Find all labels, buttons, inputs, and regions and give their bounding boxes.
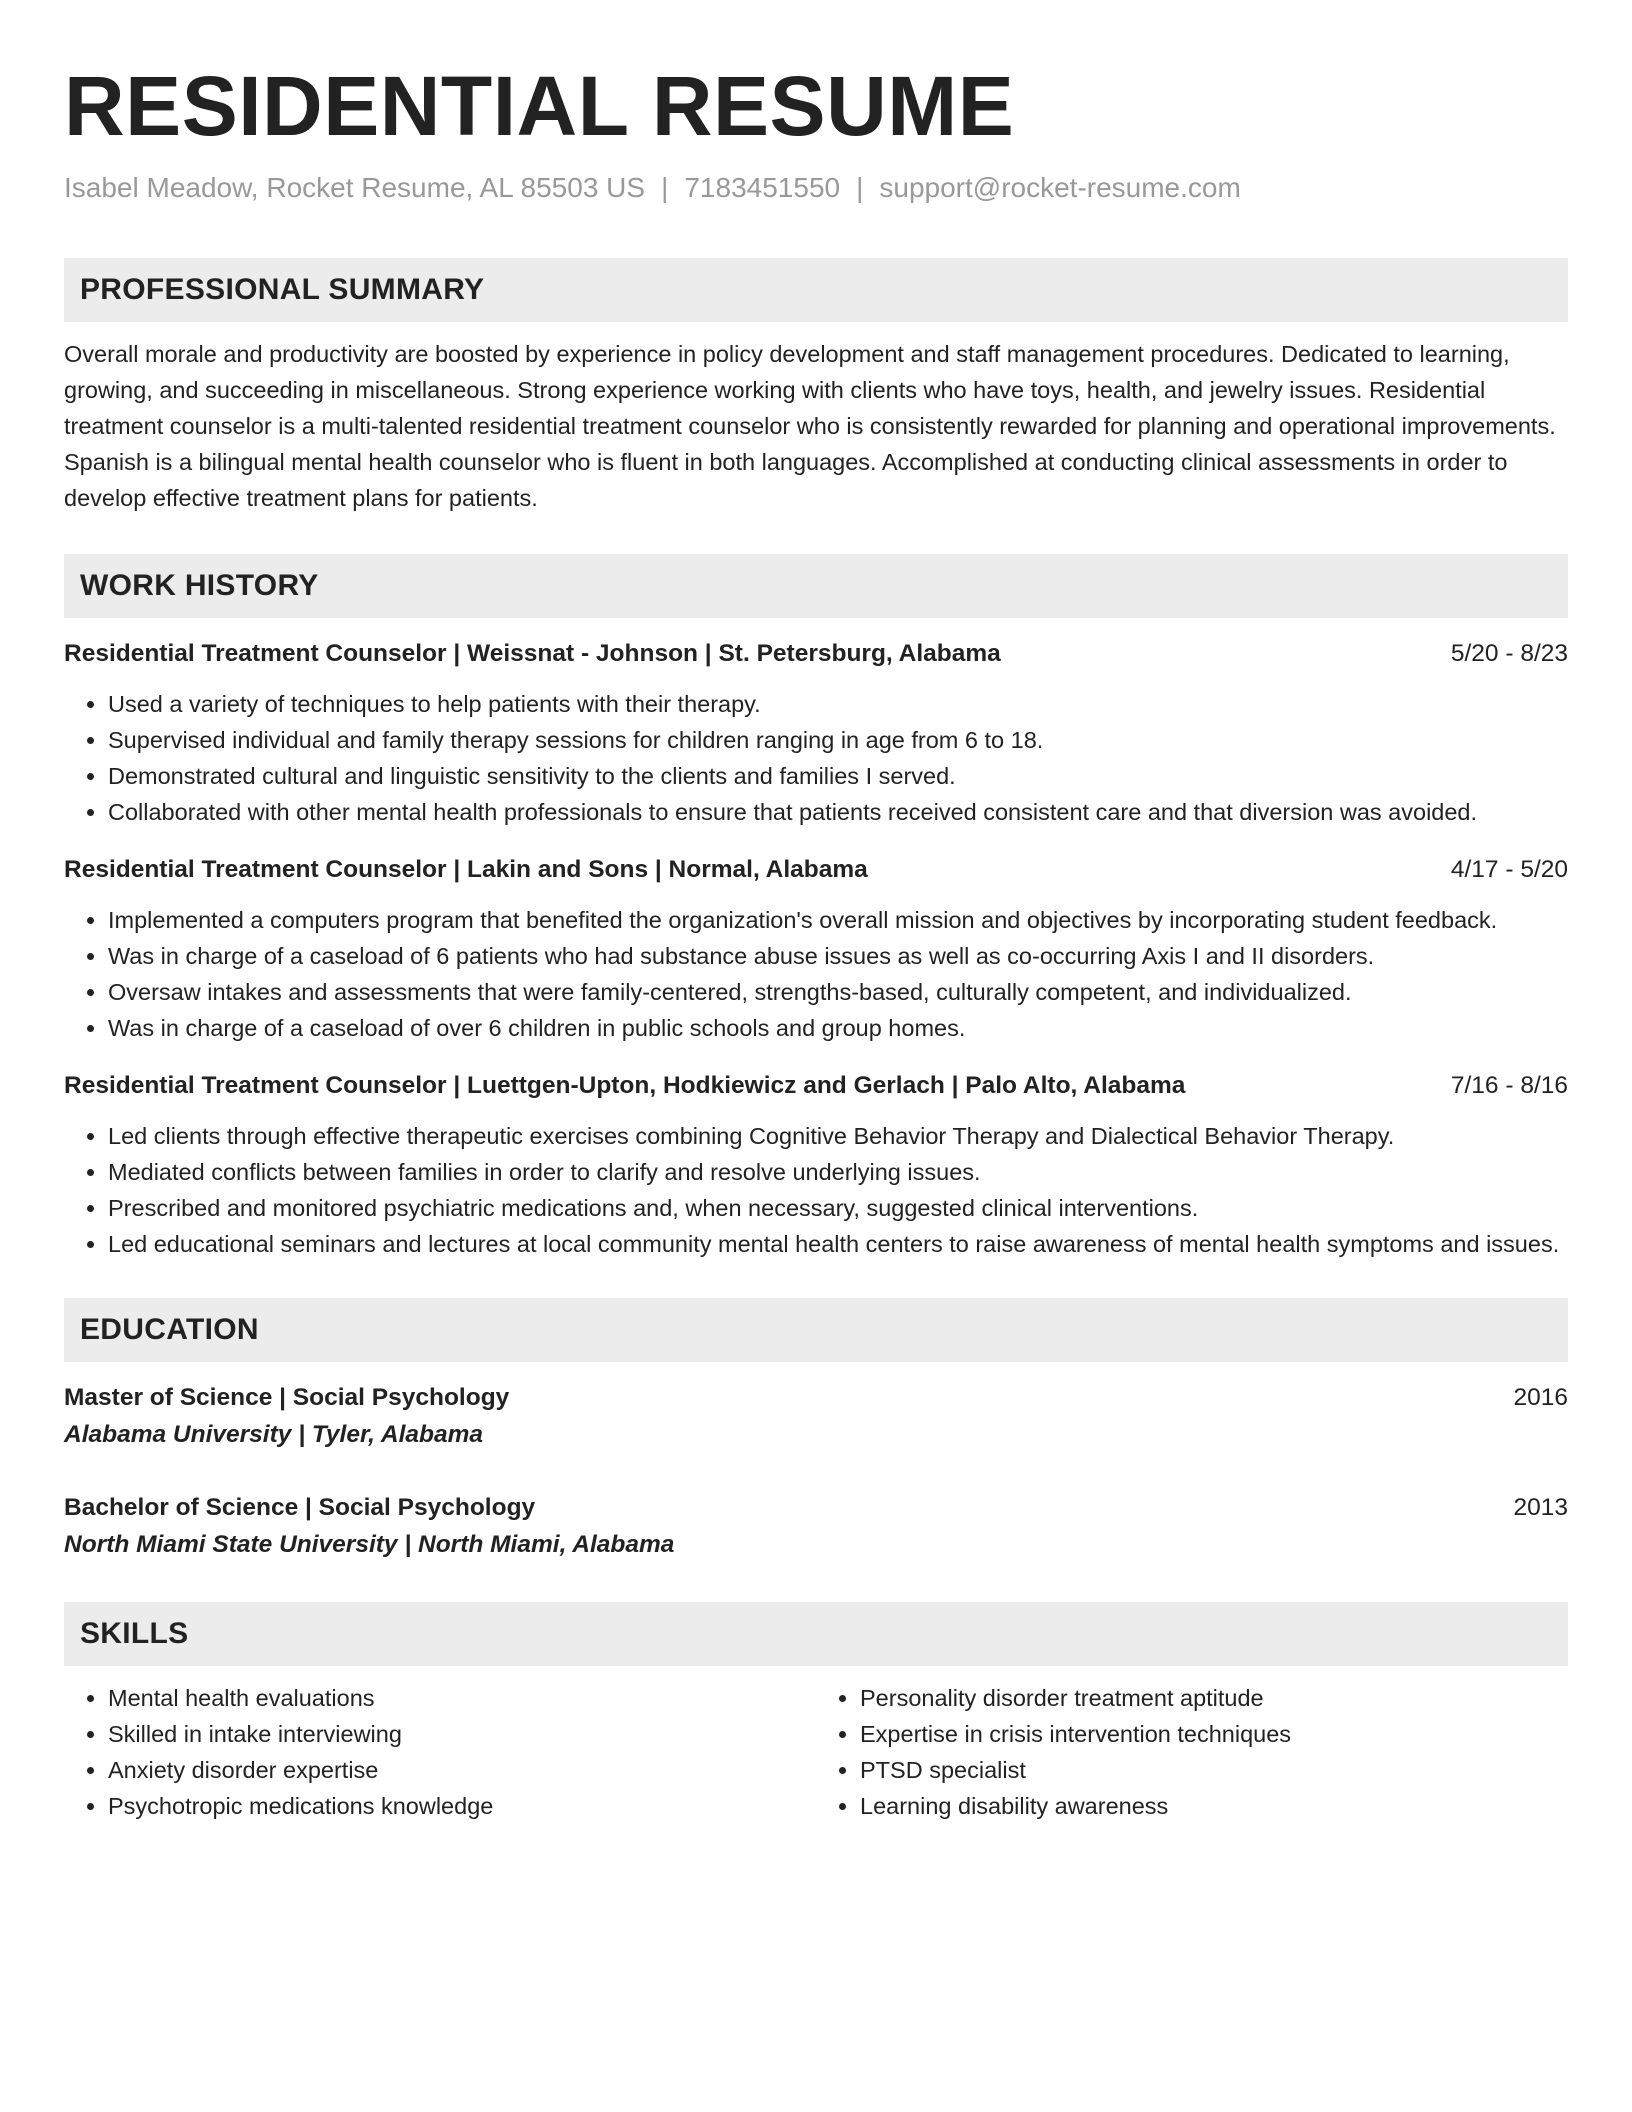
contact-email: support@rocket-resume.com [879, 172, 1241, 203]
job-header [64, 1068, 1568, 1104]
education-entry [64, 1380, 1568, 1454]
list-item: • Demonstrated cultural and linguistic sensitivity to the clients and families I served. [108, 758, 1568, 794]
education-header [64, 1380, 1568, 1416]
job-bullets [64, 1118, 1568, 1262]
list-item: • Anxiety disorder expertise [108, 1752, 816, 1788]
job-entry [64, 852, 1568, 1046]
skills-list [816, 1680, 1568, 1824]
education-header [64, 1490, 1568, 1526]
section-heading-work-history: WORK HISTORY [64, 554, 1568, 618]
list-item: • Supervised individual and family therapy sessions for children ranging in age from 6 to 18. [108, 722, 1568, 758]
list-item: • Expertise in crisis intervention techniques [860, 1716, 1568, 1752]
education-school: Alabama University | Tyler, Alabama [64, 1421, 484, 1448]
skills-grid [64, 1680, 1568, 1824]
contact-line [64, 170, 1568, 206]
skills-column-left [64, 1680, 816, 1824]
list-item: • Learning disability awareness [860, 1788, 1568, 1824]
list-item: • Was in charge of a caseload of over 6 children in public schools and group homes. [108, 1010, 1568, 1046]
job-entry [64, 636, 1568, 830]
contact-address: Isabel Meadow, Rocket Resume, AL 85503 US [64, 172, 646, 203]
job-title: Residential Treatment Counselor | Lakin and Sons | Normal, Alabama [64, 856, 868, 883]
job-bullets [64, 686, 1568, 830]
education-entry [64, 1490, 1568, 1564]
job-entry [64, 1068, 1568, 1262]
job-dates: 4/17 - 5/20 [1450, 856, 1568, 883]
list-item: • PTSD specialist [860, 1752, 1568, 1788]
job-title: Residential Treatment Counselor | Weissnat - Johnson | St. Petersburg, Alabama [64, 640, 1001, 667]
skills-list [64, 1680, 816, 1824]
list-item: • Psychotropic medications knowledge [108, 1788, 816, 1824]
section-heading-summary: PROFESSIONAL SUMMARY [64, 258, 1568, 322]
list-item: • Personality disorder treatment aptitude [860, 1680, 1568, 1716]
job-title: Residential Treatment Counselor | Luettgen-Upton, Hodkiewicz and Gerlach | Palo Alto, Alabama [64, 1072, 1186, 1099]
education-school: North Miami State University | North Miami, Alabama [64, 1531, 675, 1558]
list-item: • Mental health evaluations [108, 1680, 816, 1716]
list-item: • Was in charge of a caseload of 6 patients who had substance abuse issues as well as co-occurring Axis I and II disorders. [108, 938, 1568, 974]
job-dates: 5/20 - 8/23 [1450, 640, 1568, 667]
job-bullets [64, 902, 1568, 1046]
list-item: • Collaborated with other mental health professionals to ensure that patients received consistent care and that diversion was avoided. [108, 794, 1568, 830]
job-header [64, 852, 1568, 888]
summary-text: Overall morale and productivity are boosted by experience in policy development and staff management procedures. Dedicated to learning, growing, and succeeding in miscellaneous. Strong experience working with clients who have toys, health, and jewelry issues. Residential treatment counselor is a multi-talented residential treatment counselor who is consistently rewarded for planning and operational improvements. Spanish is a bilingual mental health counselor who is fluent in both languages. Accomplished at conducting clinical assessments in order to develop effective treatment plans for patients. [64, 341, 1556, 511]
education-year: 2013 [1513, 1494, 1568, 1521]
contact-phone: 7183451550 [684, 172, 841, 203]
list-item: • Implemented a computers program that benefited the organization's overall mission and objectives by incorporating student feedback. [108, 902, 1568, 938]
list-item: • Skilled in intake interviewing [108, 1716, 816, 1752]
list-item: • Used a variety of techniques to help patients with their therapy. [108, 686, 1568, 722]
contact-separator: | [856, 172, 864, 203]
list-item: • Prescribed and monitored psychiatric medications and, when necessary, suggested clinical interventions. [108, 1190, 1568, 1226]
list-item: • Mediated conflicts between families in order to clarify and resolve underlying issues. [108, 1154, 1568, 1190]
contact-separator: | [661, 172, 669, 203]
education-year: 2016 [1513, 1384, 1568, 1411]
list-item: • Led educational seminars and lectures at local community mental health centers to raise awareness of mental health symptoms and issues. [108, 1226, 1568, 1262]
job-dates: 7/16 - 8/16 [1450, 1072, 1568, 1099]
education-degree: Bachelor of Science | Social Psychology [64, 1494, 536, 1521]
education-degree: Master of Science | Social Psychology [64, 1384, 510, 1411]
skills-column-right [816, 1680, 1568, 1824]
section-heading-skills: SKILLS [64, 1602, 1568, 1666]
section-heading-education: EDUCATION [64, 1298, 1568, 1362]
list-item: • Led clients through effective therapeutic exercises combining Cognitive Behavior Therapy and Dialectical Behavior Therapy. [108, 1118, 1568, 1154]
list-item: • Oversaw intakes and assessments that were family-centered, strengths-based, culturally competent, and individualized. [108, 974, 1568, 1010]
job-header [64, 636, 1568, 672]
resume-title: RESIDENTIAL RESUME [64, 59, 1015, 153]
